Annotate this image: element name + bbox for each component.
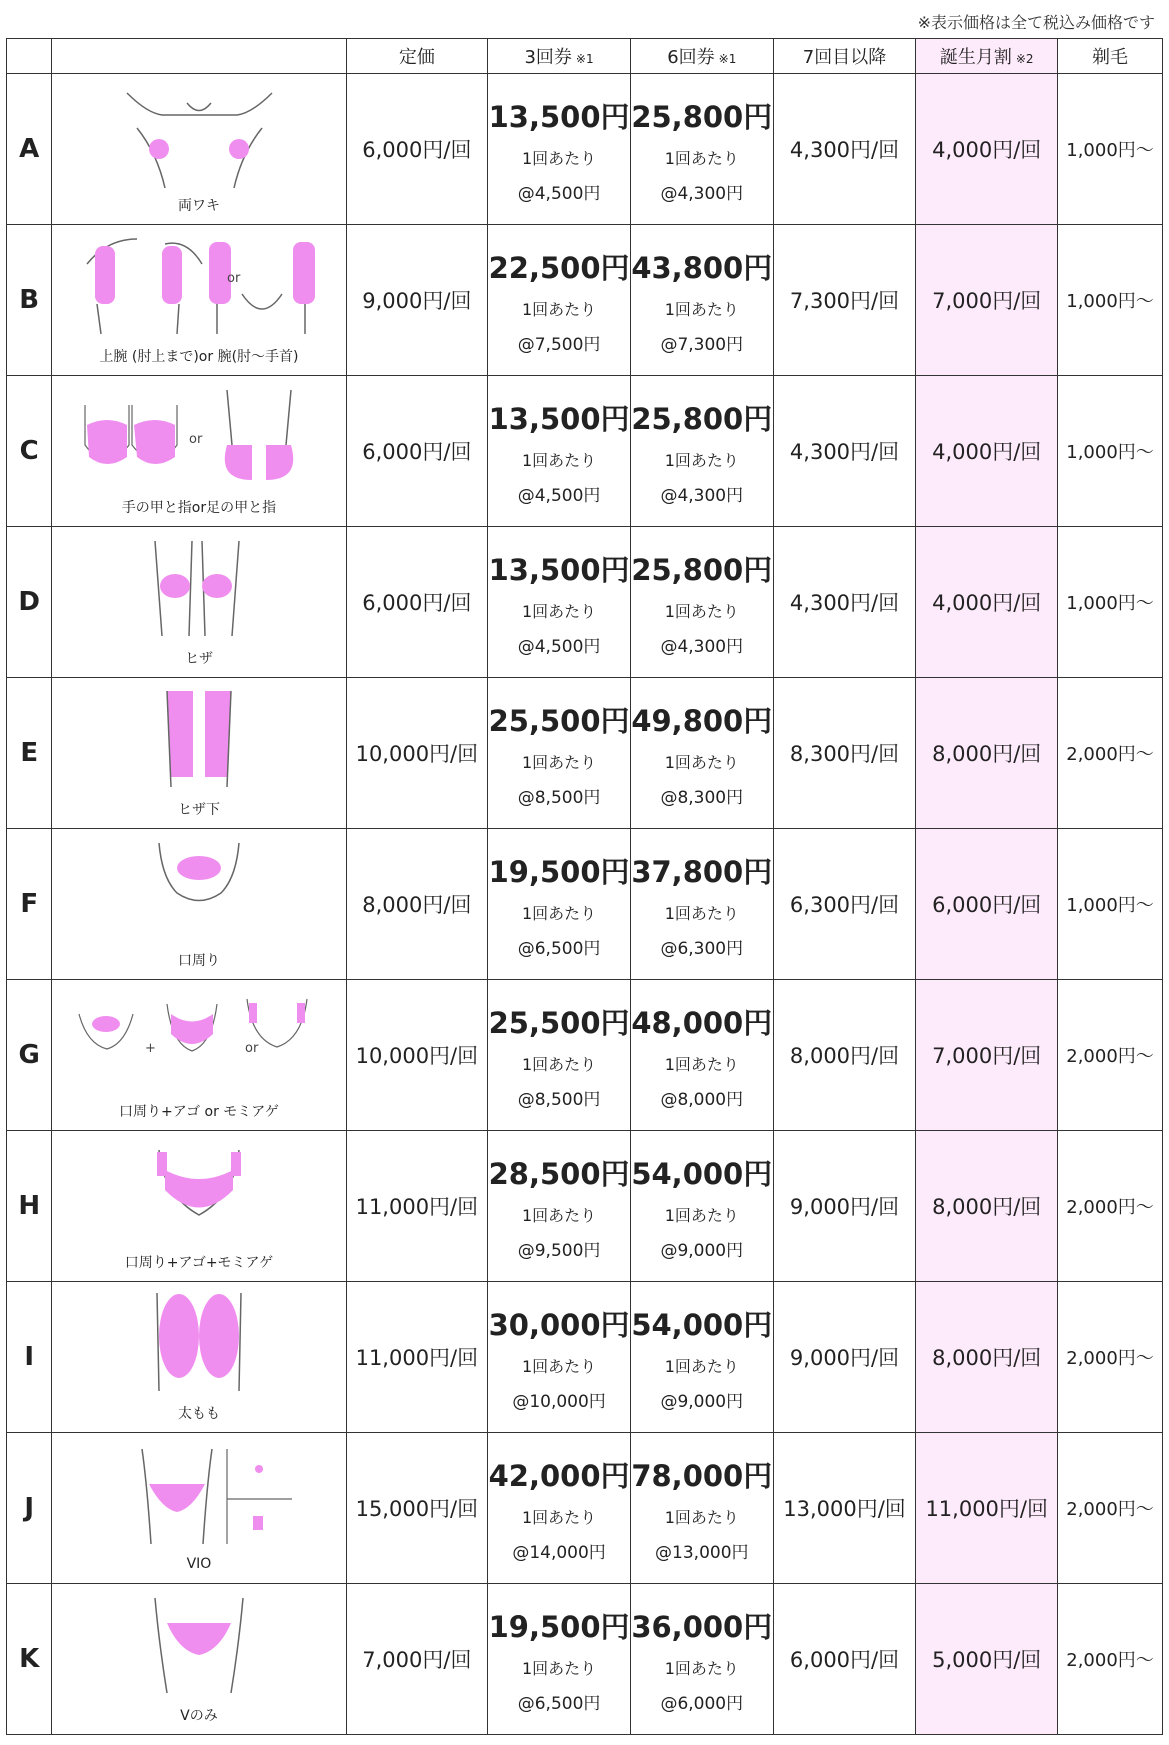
per-session-label: 1回あたり xyxy=(664,752,739,772)
after-7-price: 4,300円/回 xyxy=(773,74,916,225)
area-caption: 太もも xyxy=(177,1406,220,1422)
three-ticket-cell xyxy=(488,1131,631,1282)
body-area-icon xyxy=(67,1593,331,1699)
three-ticket-unit-price: @4,500円 xyxy=(517,183,601,204)
area-caption: ヒザ下 xyxy=(177,802,220,818)
after-7-price: 6,300円/回 xyxy=(773,829,916,980)
list-price: 6,000円/回 xyxy=(346,74,488,225)
row-label: G xyxy=(7,980,52,1131)
birthday-price: 5,000円/回 xyxy=(916,1584,1058,1735)
header-after-7: 7回目以降 xyxy=(773,39,916,74)
after-7-price: 4,300円/回 xyxy=(773,527,916,678)
six-ticket-cell xyxy=(630,829,773,980)
price-table xyxy=(6,38,1163,1735)
three-ticket-price: 25,500円 xyxy=(488,1005,630,1040)
after-7-price: 7,300円/回 xyxy=(773,225,916,376)
row-label: J xyxy=(7,1433,52,1584)
three-ticket-cell xyxy=(488,1282,631,1433)
per-session-label: 1回あたり xyxy=(664,601,739,621)
per-session-label: 1回あたり xyxy=(521,1507,597,1527)
three-ticket-price: 13,500円 xyxy=(488,401,630,436)
per-session-label: 1回あたり xyxy=(664,1658,739,1678)
shave-price: 1,000円〜 xyxy=(1058,376,1163,527)
six-ticket-price: 54,000円 xyxy=(631,1307,773,1342)
three-ticket-cell xyxy=(488,74,631,225)
shave-price: 2,000円〜 xyxy=(1058,1131,1163,1282)
list-price: 9,000円/回 xyxy=(346,225,488,376)
after-7-price: 8,300円/回 xyxy=(773,678,916,829)
per-session-label: 1回あたり xyxy=(664,148,739,168)
six-ticket-cell xyxy=(630,1131,773,1282)
three-ticket-cell xyxy=(488,527,631,678)
or-label: or xyxy=(188,432,203,447)
birthday-price: 11,000円/回 xyxy=(916,1433,1058,1584)
per-session-label: 1回あたり xyxy=(521,903,597,923)
area-illustration xyxy=(52,1131,346,1282)
three-ticket-cell xyxy=(488,225,631,376)
six-ticket-unit-price: @6,300円 xyxy=(660,938,744,959)
six-ticket-cell xyxy=(630,74,773,225)
list-price: 6,000円/回 xyxy=(346,527,488,678)
header-birthday: 誕生月割 ※2 xyxy=(916,39,1058,74)
body-area-icon xyxy=(67,989,331,1095)
area-illustration xyxy=(52,1433,346,1584)
area-caption: 両ワキ xyxy=(177,198,220,214)
per-session-label: 1回あたり xyxy=(664,1507,739,1527)
six-ticket-cell xyxy=(630,527,773,678)
three-ticket-cell xyxy=(488,1433,631,1584)
six-ticket-price: 36,000円 xyxy=(631,1609,773,1644)
six-ticket-unit-price: @9,000円 xyxy=(660,1391,744,1412)
six-ticket-cell xyxy=(630,1433,773,1584)
six-ticket-price: 25,800円 xyxy=(631,552,773,587)
row-label: A xyxy=(7,74,52,225)
six-ticket-unit-price: @8,000円 xyxy=(660,1089,744,1110)
six-ticket-unit-price: @9,000円 xyxy=(660,1240,744,1261)
body-area-icon xyxy=(67,1444,331,1550)
per-session-label: 1回あたり xyxy=(521,1054,597,1074)
plus-label: + xyxy=(144,1041,156,1056)
three-ticket-price: 22,500円 xyxy=(488,250,630,285)
price-row xyxy=(7,376,1163,527)
shave-price: 2,000円〜 xyxy=(1058,678,1163,829)
list-price: 11,000円/回 xyxy=(346,1282,488,1433)
three-ticket-unit-price: @9,500円 xyxy=(517,1240,601,1261)
shave-price: 2,000円〜 xyxy=(1058,1282,1163,1433)
area-illustration xyxy=(52,1282,346,1433)
body-area-icon xyxy=(67,385,331,491)
price-row xyxy=(7,225,1163,376)
three-ticket-unit-price: @14,000円 xyxy=(512,1542,606,1563)
shave-price: 1,000円〜 xyxy=(1058,225,1163,376)
body-area-icon xyxy=(67,234,331,340)
tax-note: ※表示価格は全て税込み価格です xyxy=(917,13,1155,32)
birthday-price: 8,000円/回 xyxy=(916,1131,1058,1282)
birthday-price: 4,000円/回 xyxy=(916,376,1058,527)
three-ticket-price: 13,500円 xyxy=(488,552,630,587)
six-ticket-price: 78,000円 xyxy=(631,1458,773,1493)
birthday-price: 8,000円/回 xyxy=(916,678,1058,829)
area-caption: 口周り+アゴ or モミアゲ xyxy=(119,1104,279,1120)
per-session-label: 1回あたり xyxy=(664,299,739,319)
birthday-price: 4,000円/回 xyxy=(916,74,1058,225)
body-area-icon xyxy=(67,536,331,642)
six-ticket-unit-price: @4,300円 xyxy=(660,183,744,204)
birthday-price: 6,000円/回 xyxy=(916,829,1058,980)
three-ticket-unit-price: @4,500円 xyxy=(517,636,601,657)
three-ticket-price: 19,500円 xyxy=(488,854,630,889)
six-ticket-cell xyxy=(630,376,773,527)
per-session-label: 1回あたり xyxy=(664,903,739,923)
body-area-icon xyxy=(67,1140,331,1246)
row-label: D xyxy=(7,527,52,678)
six-ticket-unit-price: @8,300円 xyxy=(660,787,744,808)
six-ticket-price: 43,800円 xyxy=(631,250,773,285)
body-area-icon xyxy=(67,1291,331,1397)
per-session-label: 1回あたり xyxy=(664,1054,739,1074)
header-illustration xyxy=(52,39,346,74)
six-ticket-unit-price: @4,300円 xyxy=(660,485,744,506)
birthday-price: 7,000円/回 xyxy=(916,225,1058,376)
row-label: K xyxy=(7,1584,52,1735)
three-ticket-unit-price: @7,500円 xyxy=(517,334,601,355)
price-row xyxy=(7,1584,1163,1735)
list-price: 8,000円/回 xyxy=(346,829,488,980)
row-label: B xyxy=(7,225,52,376)
area-illustration xyxy=(52,74,346,225)
body-area-icon xyxy=(67,687,331,793)
six-ticket-unit-price: @7,300円 xyxy=(660,334,744,355)
price-row xyxy=(7,1282,1163,1433)
header-6-tickets: 6回券 ※1 xyxy=(630,39,773,74)
per-session-label: 1回あたり xyxy=(521,1205,597,1225)
body-area-icon xyxy=(67,838,331,944)
three-ticket-cell xyxy=(488,1584,631,1735)
shave-price: 2,000円〜 xyxy=(1058,1433,1163,1584)
six-ticket-cell xyxy=(630,1584,773,1735)
shave-price: 1,000円〜 xyxy=(1058,74,1163,225)
price-row xyxy=(7,678,1163,829)
six-ticket-unit-price: @4,300円 xyxy=(660,636,744,657)
three-ticket-price: 25,500円 xyxy=(488,703,630,738)
per-session-label: 1回あたり xyxy=(521,752,597,772)
body-area-icon xyxy=(67,83,331,189)
area-illustration xyxy=(52,225,346,376)
row-label: E xyxy=(7,678,52,829)
six-ticket-price: 37,800円 xyxy=(631,854,773,889)
three-ticket-unit-price: @4,500円 xyxy=(517,485,601,506)
per-session-label: 1回あたり xyxy=(521,450,597,470)
birthday-price: 8,000円/回 xyxy=(916,1282,1058,1433)
six-ticket-unit-price: @13,000円 xyxy=(655,1542,749,1563)
price-row xyxy=(7,1131,1163,1282)
area-illustration xyxy=(52,376,346,527)
six-ticket-cell xyxy=(630,980,773,1131)
price-row xyxy=(7,74,1163,225)
area-caption: 口周り xyxy=(177,953,220,969)
per-session-label: 1回あたり xyxy=(521,1658,597,1678)
row-label: H xyxy=(7,1131,52,1282)
list-price: 11,000円/回 xyxy=(346,1131,488,1282)
row-label: I xyxy=(7,1282,52,1433)
six-ticket-cell xyxy=(630,225,773,376)
per-session-label: 1回あたり xyxy=(664,1205,739,1225)
six-ticket-price: 25,800円 xyxy=(631,99,773,134)
three-ticket-price: 28,500円 xyxy=(488,1156,630,1191)
area-illustration xyxy=(52,829,346,980)
six-ticket-price: 54,000円 xyxy=(631,1156,773,1191)
header-3-tickets: 3回券 ※1 xyxy=(488,39,631,74)
area-illustration xyxy=(52,527,346,678)
price-row xyxy=(7,527,1163,678)
after-7-price: 6,000円/回 xyxy=(773,1584,916,1735)
list-price: 15,000円/回 xyxy=(346,1433,488,1584)
six-ticket-cell xyxy=(630,1282,773,1433)
three-ticket-cell xyxy=(488,376,631,527)
per-session-label: 1回あたり xyxy=(521,1356,597,1376)
six-ticket-unit-price: @6,000円 xyxy=(660,1693,744,1714)
per-session-label: 1回あたり xyxy=(521,601,597,621)
area-caption: 口周り+アゴ+モミアゲ xyxy=(124,1255,274,1271)
three-ticket-unit-price: @6,500円 xyxy=(517,938,601,959)
per-session-label: 1回あたり xyxy=(521,148,597,168)
three-ticket-unit-price: @8,500円 xyxy=(517,1089,601,1110)
area-caption: Vのみ xyxy=(180,1708,218,1724)
row-label: C xyxy=(7,376,52,527)
three-ticket-cell xyxy=(488,980,631,1131)
after-7-price: 9,000円/回 xyxy=(773,1282,916,1433)
per-session-label: 1回あたり xyxy=(664,450,739,470)
after-7-price: 4,300円/回 xyxy=(773,376,916,527)
after-7-price: 9,000円/回 xyxy=(773,1131,916,1282)
shave-price: 2,000円〜 xyxy=(1058,980,1163,1131)
three-ticket-price: 19,500円 xyxy=(488,1609,630,1644)
row-label: F xyxy=(7,829,52,980)
shave-price: 1,000円〜 xyxy=(1058,829,1163,980)
three-ticket-price: 13,500円 xyxy=(488,99,630,134)
three-ticket-cell xyxy=(488,829,631,980)
birthday-price: 7,000円/回 xyxy=(916,980,1058,1131)
area-illustration xyxy=(52,980,346,1131)
area-caption: VIO xyxy=(186,1556,212,1572)
shave-price: 2,000円〜 xyxy=(1058,1584,1163,1735)
birthday-price: 4,000円/回 xyxy=(916,527,1058,678)
three-ticket-price: 30,000円 xyxy=(488,1307,630,1342)
area-caption: 手の甲と指or足の甲と指 xyxy=(121,500,277,516)
after-7-price: 8,000円/回 xyxy=(773,980,916,1131)
per-session-label: 1回あたり xyxy=(521,299,597,319)
three-ticket-unit-price: @8,500円 xyxy=(517,787,601,808)
three-ticket-cell xyxy=(488,678,631,829)
header-row xyxy=(7,39,1163,74)
header-shave: 剃毛 xyxy=(1058,39,1163,74)
shave-price: 1,000円〜 xyxy=(1058,527,1163,678)
list-price: 7,000円/回 xyxy=(346,1584,488,1735)
price-row xyxy=(7,829,1163,980)
six-ticket-price: 48,000円 xyxy=(631,1005,773,1040)
six-ticket-cell xyxy=(630,678,773,829)
six-ticket-price: 49,800円 xyxy=(631,703,773,738)
three-ticket-unit-price: @10,000円 xyxy=(512,1391,606,1412)
header-list-price: 定価 xyxy=(346,39,488,74)
six-ticket-price: 25,800円 xyxy=(631,401,773,436)
price-row xyxy=(7,980,1163,1131)
area-illustration xyxy=(52,678,346,829)
or-label: or xyxy=(244,1041,259,1056)
or-label: or xyxy=(226,271,241,286)
list-price: 6,000円/回 xyxy=(346,376,488,527)
area-caption: 上腕 (肘上まで)or 腕(肘〜手首) xyxy=(99,349,299,365)
after-7-price: 13,000円/回 xyxy=(773,1433,916,1584)
three-ticket-price: 42,000円 xyxy=(488,1458,630,1493)
three-ticket-unit-price: @6,500円 xyxy=(517,1693,601,1714)
header-empty xyxy=(7,39,52,74)
list-price: 10,000円/回 xyxy=(346,980,488,1131)
price-row xyxy=(7,1433,1163,1584)
area-illustration xyxy=(52,1584,346,1735)
area-caption: ヒザ xyxy=(184,651,213,667)
list-price: 10,000円/回 xyxy=(346,678,488,829)
per-session-label: 1回あたり xyxy=(664,1356,739,1376)
